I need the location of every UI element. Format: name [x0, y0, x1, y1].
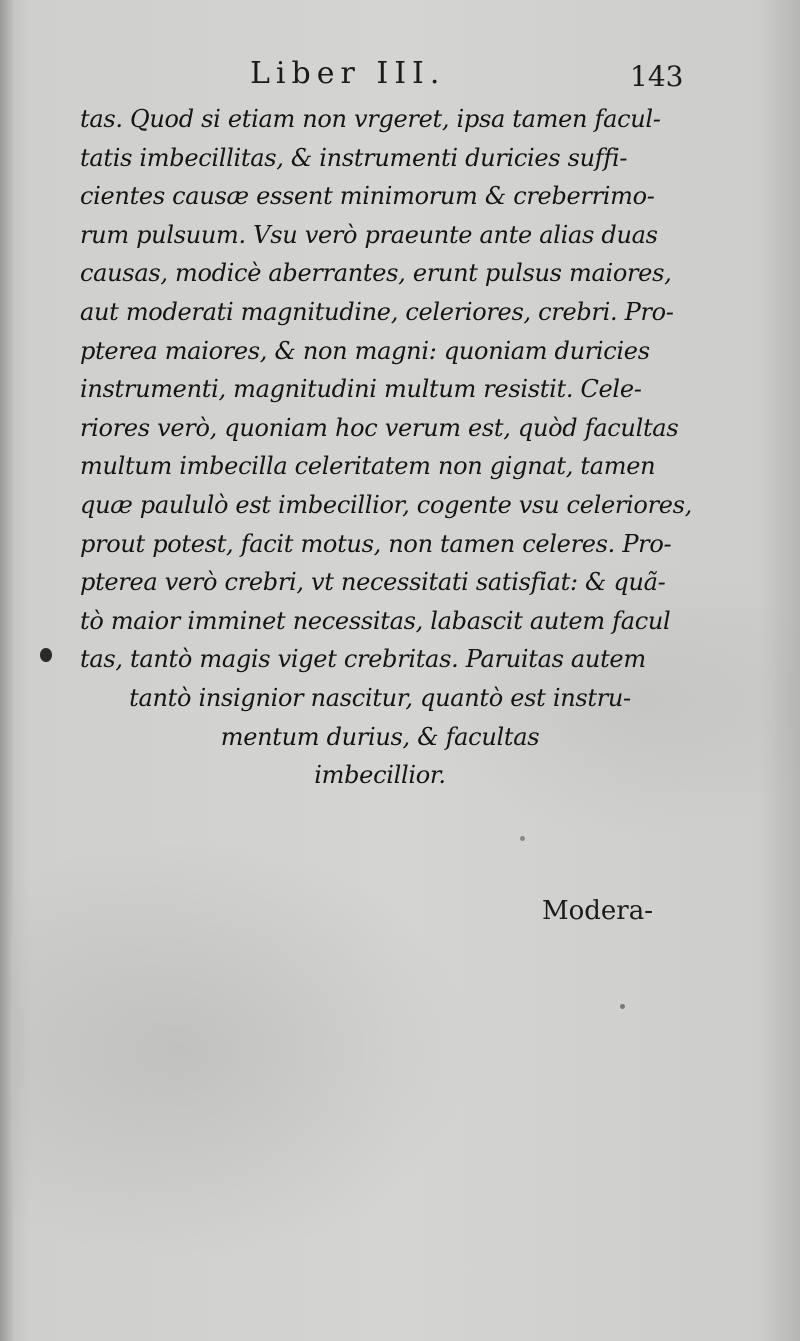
text-line: riores verò, quoniam hoc verum est, quòd facultas	[80, 413, 679, 442]
text-line: instrumenti, magnitudini multum resistit. Cele-	[80, 375, 642, 404]
text-line: pterea verò crebri, vt necessitati satisfiat: & quã-	[80, 568, 666, 597]
catchword: Modera-	[542, 896, 654, 926]
text-line: prout potest, facit motus, non tamen celeres. Pro-	[80, 529, 672, 558]
text-line: quæ paululò est imbecillior, cogente vsu celeriores,	[80, 490, 692, 519]
page-header	[0, 56, 800, 102]
text-line: imbecillior.	[314, 761, 446, 790]
ink-blot	[520, 836, 525, 841]
text-line: pterea maiores, & non magni: quoniam duricies	[80, 336, 650, 365]
ink-blot	[40, 648, 52, 662]
text-line: cientes causæ essent minimorum & creberrimo-	[80, 182, 655, 211]
running-head: Liber III.	[250, 56, 446, 91]
binding-gutter	[0, 0, 14, 1341]
text-line: tas. Quod si etiam non vrgeret, ipsa tamen facul-	[80, 105, 661, 133]
text-line: tò maior imminet necessitas, labascit autem facul	[80, 606, 671, 635]
text-line: tantò insignior nascitur, quantò est instru-	[129, 683, 631, 712]
text-line: tatis imbecillitas, & instrumenti duricies suffi-	[80, 143, 628, 172]
ink-blot	[620, 1004, 625, 1009]
text-line: causas, modicè aberrantes, erunt pulsus maiores,	[80, 259, 672, 288]
text-line: aut moderati magnitudine, celeriores, crebri. Pro-	[80, 297, 674, 326]
text-line: tas, tantò magis viget crebritas. Paruitas autem	[80, 645, 646, 674]
text-line: rum pulsuum. Vsu verò praeunte ante alias duas	[80, 220, 658, 249]
text-line: multum imbecilla celeritatem non gignat, tamen	[80, 452, 656, 481]
page-number: 143	[630, 60, 684, 93]
text-line: mentum durius, & facultas	[220, 722, 540, 751]
body-text	[80, 100, 692, 795]
